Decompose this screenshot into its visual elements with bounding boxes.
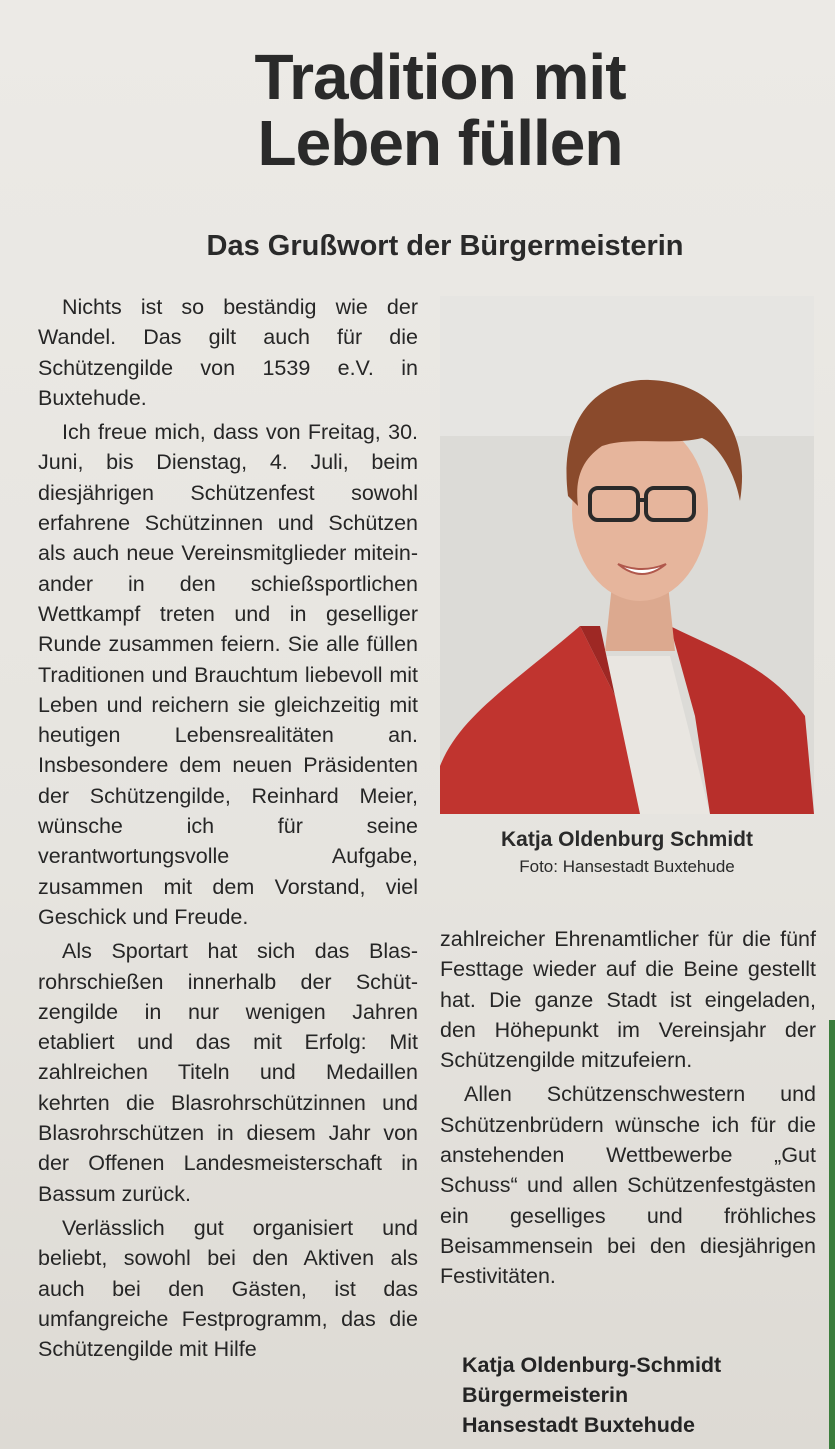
article-paragraph: Nichts ist so beständig wie der Wandel. Das gilt auch für die Schützengilde von 1539 e.V. in Buxtehude.	[38, 295, 418, 410]
caption-name: Katja Oldenburg Schmidt	[500, 828, 754, 851]
signature-name: Katja Oldenburg-Schmidt	[462, 1353, 722, 1377]
headline-line-1: Tradition mit	[254, 41, 626, 113]
article-right-column	[440, 924, 816, 1292]
caption-credit: Foto: Hansestadt Buxtehude	[519, 857, 735, 876]
article-paragraph: Verlässlich gut organisiert und beliebt, sowohl bei den Aktiven als auch bei den Gästen, ist das umfangreiche Festprogramm, das die Schützengilde mit Hilfe	[38, 1215, 418, 1362]
signature-city: Hansestadt Buxtehude	[462, 1413, 695, 1437]
subtitle: Das Grußwort der Bürgermeisterin	[206, 230, 684, 262]
green-page-edge	[829, 1020, 835, 1449]
signature-role: Bürgermeisterin	[462, 1383, 629, 1407]
article-paragraph: Als Sportart hat sich das Blasrohrschießen innerhalb der Schützengilde in nur wenigen Jahren etabliert und das mit Erfolg: Mit zahlreichen Titeln und Medaillen kehrten die Blasrohrschützinnen und Blasrohrschützen in diesem Jahr von der Offenen Landesmeisterschaft in Bassum zurück.	[38, 939, 418, 1206]
article-paragraph: Allen Schützenschwestern und Schützenbrüdern wünsche ich für die anstehenden Wettbewerbe „Gut Schuss“ und allen Schützenfestgästen ein geselliges und fröhliches Beisammensein bei den diesjährigen Festivitäten.	[440, 1082, 816, 1289]
article-paragraph: Ich freue mich, dass von Freitag, 30. Juni, bis Dienstag, 4. Juli, beim diesjährigen Schützenfest sowohl erfahrene Schützinnen und Schützen als auch neue Vereinsmitglieder miteinander in den schießsportlichen Wettkampf treten und in geselliger Runde zusammen feiern. Sie alle füllen Traditionen und Brauchtum liebevoll mit Leben und reichern sie gleichzeitig mit heutigen Lebensrealitäten an. Insbesondere dem neuen Präsidenten der Schützengilde, Reinhard Meier, wünsche ich für seine verantwortungsvolle Aufgabe, zusammen mit dem Vorstand, viel Geschick und Freude.	[38, 420, 418, 929]
article-left-column	[38, 292, 418, 1364]
photo-caption	[440, 826, 814, 880]
portrait-photo	[440, 296, 814, 814]
article-paragraph: zahlreicher Ehrenamtlicher für die fünf Festtage wieder auf die Beine gestellt hat. Die ganze Stadt ist eingeladen, den Höhepunkt im Vereinsjahr der Schützengilde mitzufeiern.	[440, 927, 816, 1073]
portrait-illustration	[440, 296, 814, 814]
signature-block	[462, 1350, 822, 1440]
headline	[110, 41, 770, 179]
headline-line-2: Leben füllen	[257, 107, 623, 179]
